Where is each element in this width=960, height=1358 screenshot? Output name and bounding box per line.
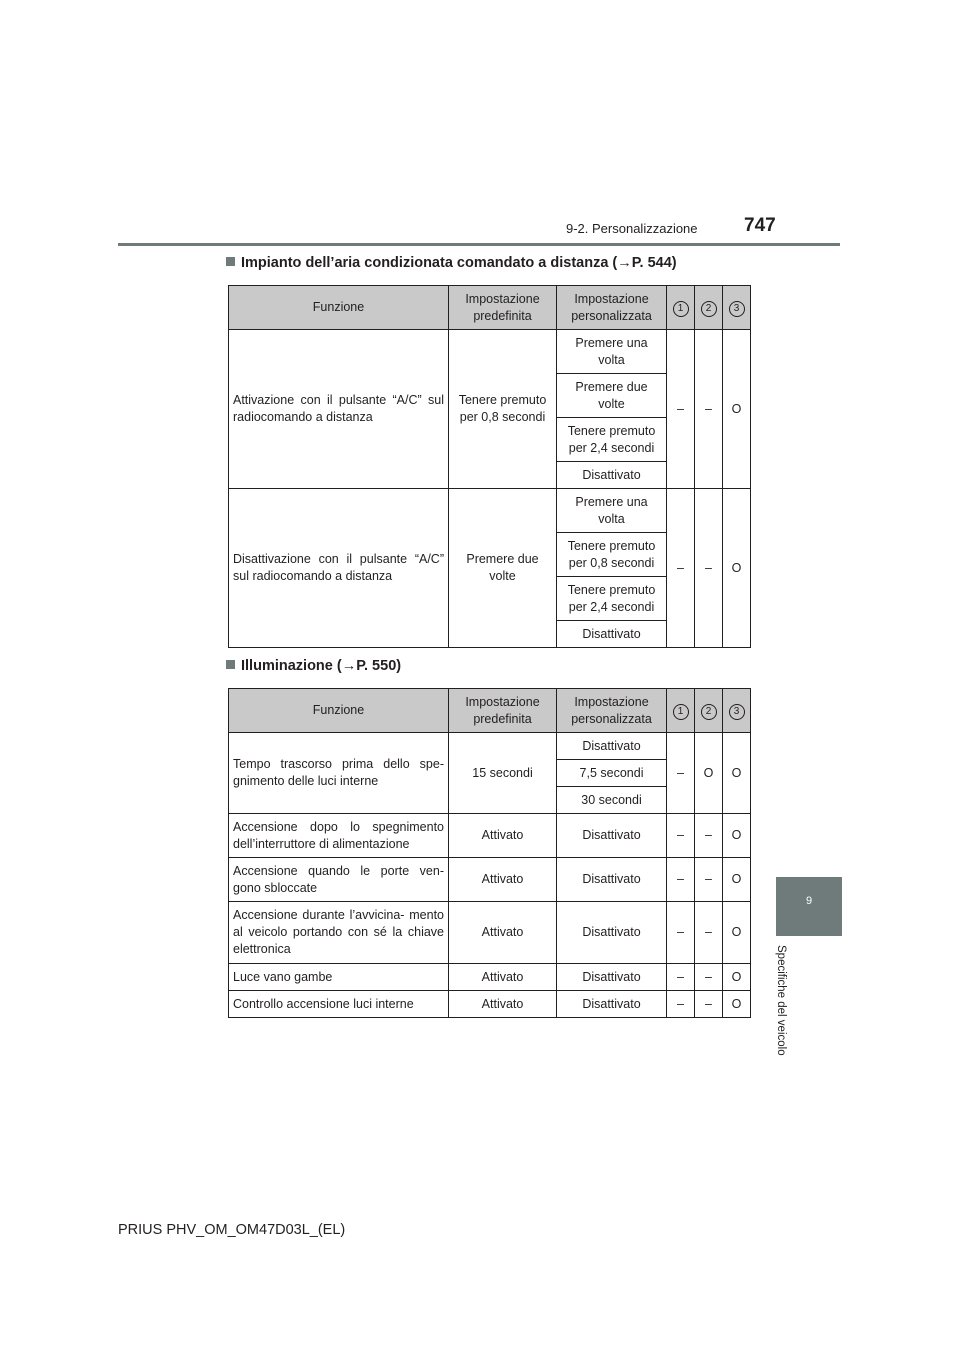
cell-function: Attivazione con il pulsante “A/C” sul radiocomando a distanza: [229, 330, 449, 489]
cell-custom: Premere una volta: [557, 489, 667, 533]
table-row: [229, 991, 751, 1018]
col-header-function: Funzione: [229, 286, 449, 330]
table-row: [229, 330, 751, 374]
table-row: [229, 733, 751, 760]
table-row: [229, 964, 751, 991]
cell-custom: 7,5 secondi: [557, 760, 667, 787]
cell-function: Accensione quando le porte ven- gono sbloccate: [229, 858, 449, 902]
cell-col2: –: [695, 991, 723, 1018]
section-heading-aircon: Impianto dell’aria condizionata comandato a distanza (→P. 544): [226, 255, 677, 271]
cell-col3: O: [723, 964, 751, 991]
table-row: [229, 814, 751, 858]
chapter-title: Specifiche del veicolo: [775, 945, 787, 1056]
cell-col1: –: [667, 733, 695, 814]
cell-col3: O: [723, 814, 751, 858]
col-header-3: 3: [723, 689, 751, 733]
cell-col3: O: [723, 858, 751, 902]
aircon-settings-table: [228, 285, 751, 648]
col-header-2: 2: [695, 286, 723, 330]
section-heading-illumination: Illuminazione (→P. 550): [226, 658, 401, 674]
cell-custom: Tenere premuto per 0,8 secondi: [557, 533, 667, 577]
cell-col3: O: [723, 991, 751, 1018]
square-bullet-icon: [226, 660, 235, 669]
cell-function: Controllo accensione luci interne: [229, 991, 449, 1018]
cell-col1: –: [667, 902, 695, 964]
cell-custom: Tenere premuto per 2,4 secondi: [557, 418, 667, 462]
cell-function: Accensione dopo lo spegnimento dell’interruttore di alimentazione: [229, 814, 449, 858]
cell-function: Tempo trascorso prima dello spe- gnimento delle luci interne: [229, 733, 449, 814]
cell-custom: Premere una volta: [557, 330, 667, 374]
cell-default: Attivato: [449, 858, 557, 902]
table-header-row: [229, 689, 751, 733]
header-section-title: 9-2. Personalizzazione: [566, 221, 698, 236]
cell-default: Attivato: [449, 991, 557, 1018]
cell-col2: –: [695, 489, 723, 648]
cell-col1: –: [667, 858, 695, 902]
page-number: 747: [744, 215, 776, 236]
cell-col2: –: [695, 858, 723, 902]
cell-default: 15 secondi: [449, 733, 557, 814]
table-row: [229, 489, 751, 533]
cell-custom: Disattivato: [557, 814, 667, 858]
table-row: [229, 902, 751, 964]
col-header-3: 3: [723, 286, 751, 330]
cell-col1: –: [667, 330, 695, 489]
cell-default: Premere due volte: [449, 489, 557, 648]
cell-function: Luce vano gambe: [229, 964, 449, 991]
cell-col2: –: [695, 964, 723, 991]
cell-default: Attivato: [449, 902, 557, 964]
col-header-1: 1: [667, 689, 695, 733]
col-header-1: 1: [667, 286, 695, 330]
cell-default: Attivato: [449, 814, 557, 858]
cell-col3: O: [723, 330, 751, 489]
col-header-custom: Impostazione personalizzata: [557, 286, 667, 330]
col-header-custom: Impostazione personalizzata: [557, 689, 667, 733]
table-header-row: [229, 286, 751, 330]
cell-custom: Disattivato: [557, 462, 667, 489]
cell-default: Tenere premuto per 0,8 secondi: [449, 330, 557, 489]
illumination-settings-table: [228, 688, 751, 1018]
cell-col3: O: [723, 733, 751, 814]
cell-custom: Disattivato: [557, 621, 667, 648]
cell-custom: Disattivato: [557, 902, 667, 964]
col-header-2: 2: [695, 689, 723, 733]
cell-col2: –: [695, 814, 723, 858]
header-divider: [118, 243, 840, 246]
cell-col2: O: [695, 733, 723, 814]
cell-col3: O: [723, 902, 751, 964]
cell-custom: 30 secondi: [557, 787, 667, 814]
cell-default: Attivato: [449, 964, 557, 991]
cell-col2: –: [695, 330, 723, 489]
col-header-function: Funzione: [229, 689, 449, 733]
cell-custom: Disattivato: [557, 991, 667, 1018]
cell-col1: –: [667, 964, 695, 991]
table-row: [229, 858, 751, 902]
cell-col1: –: [667, 991, 695, 1018]
cell-col2: –: [695, 902, 723, 964]
square-bullet-icon: [226, 257, 235, 266]
cell-col3: O: [723, 489, 751, 648]
cell-custom: Premere due volte: [557, 374, 667, 418]
cell-col1: –: [667, 814, 695, 858]
cell-col1: –: [667, 489, 695, 648]
col-header-default: Impostazione predefinita: [449, 689, 557, 733]
cell-function: Accensione durante l’avvicina- mento al veicolo portando con sé la chiave elettronica: [229, 902, 449, 964]
chapter-tab: 9: [776, 877, 842, 936]
cell-function: Disattivazione con il pulsante “A/C” sul radiocomando a distanza: [229, 489, 449, 648]
cell-custom: Disattivato: [557, 964, 667, 991]
footer-doc-code: PRIUS PHV_OM_OM47D03L_(EL): [118, 1222, 346, 1238]
cell-custom: Disattivato: [557, 733, 667, 760]
cell-custom: Tenere premuto per 2,4 secondi: [557, 577, 667, 621]
col-header-default: Impostazione predefinita: [449, 286, 557, 330]
cell-custom: Disattivato: [557, 858, 667, 902]
